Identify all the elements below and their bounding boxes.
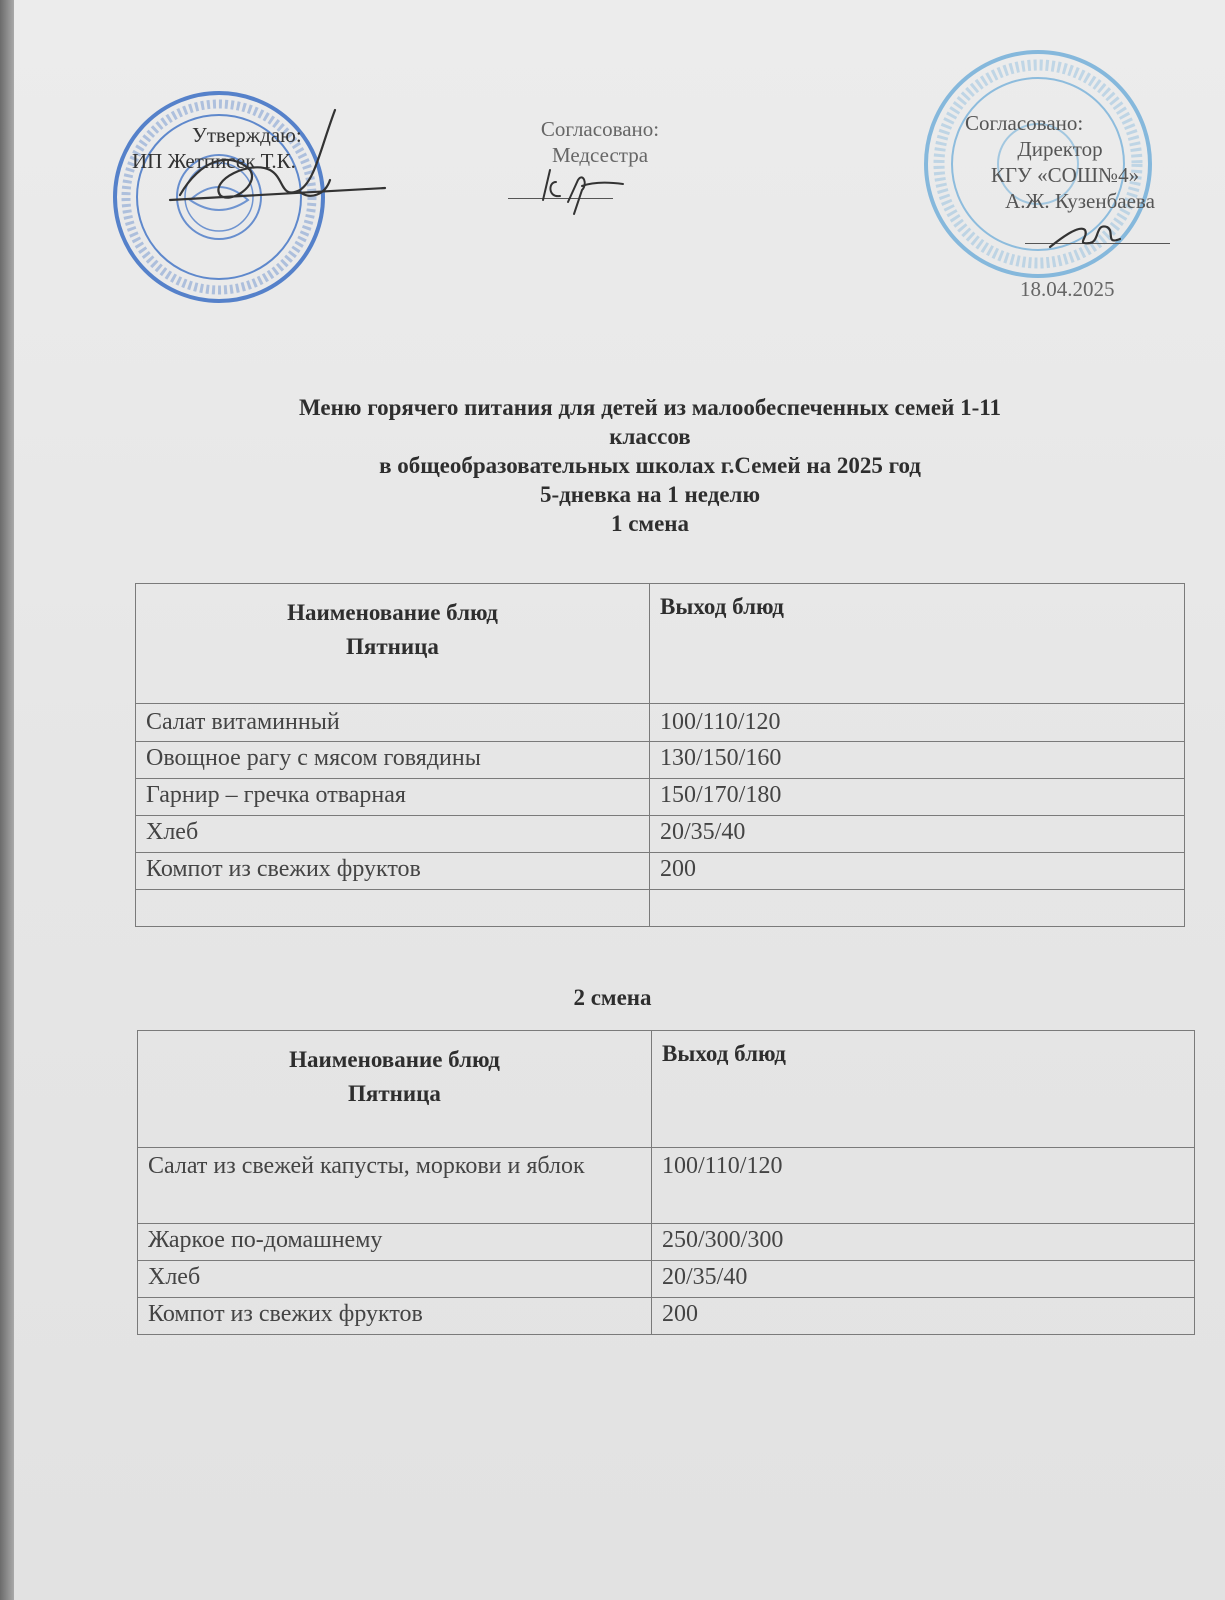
output-cell: 20/35/40 [652, 1261, 1195, 1298]
shift-2-heading: 2 смена [573, 985, 652, 1010]
header-dish-name [136, 584, 650, 704]
middle-signature [538, 162, 628, 217]
output-cell: 130/150/160 [650, 742, 1185, 779]
dish-cell: Компот из свежих фруктов [136, 853, 650, 890]
output-cell: 150/170/180 [650, 779, 1185, 816]
empty-cell [136, 890, 650, 927]
empty-cell [650, 890, 1185, 927]
table-header-row [136, 584, 1185, 704]
output-cell: 200 [652, 1298, 1195, 1335]
output-cell: 100/110/120 [652, 1148, 1195, 1224]
table-header-row [138, 1031, 1195, 1148]
dish-cell: Компот из свежих фруктов [138, 1298, 652, 1335]
approval-right-title: Согласовано: [965, 111, 1084, 135]
table-row-empty [136, 890, 1185, 927]
approval-right [955, 110, 1175, 214]
menu-table-shift-1 [135, 583, 1185, 927]
header-output: Выход блюд [652, 1031, 1195, 1148]
paper-edge [0, 0, 14, 1600]
header-output: Выход блюд [650, 584, 1185, 704]
output-cell: 200 [650, 853, 1185, 890]
right-signature [1045, 215, 1135, 255]
output-cell: 20/35/40 [650, 816, 1185, 853]
table-row [136, 816, 1185, 853]
table-row [138, 1224, 1195, 1261]
table-row [136, 742, 1185, 779]
approval-left-org: ИП Жетписек Т.К. [132, 149, 296, 173]
approval-left-title: Утверждаю: [192, 123, 302, 147]
output-cell: 250/300/300 [652, 1224, 1195, 1261]
left-signature [160, 100, 390, 230]
header-day: Пятница [348, 1081, 441, 1106]
approval-middle-title: Согласовано: [540, 117, 660, 141]
table-row [136, 779, 1185, 816]
title-line-4: 5-дневка на 1 неделю [539, 482, 761, 507]
menu-table-shift-2 [137, 1030, 1195, 1335]
approval-middle [520, 116, 680, 168]
document-title [160, 393, 1140, 538]
table-row [136, 704, 1185, 742]
output-cell: 100/110/120 [650, 704, 1185, 742]
dish-cell: Салат из свежей капусты, моркови и яблок [138, 1148, 652, 1224]
dish-cell: Овощное рагу с мясом говядины [136, 742, 650, 779]
title-line-5: 1 смена [610, 511, 690, 536]
table-row [138, 1148, 1195, 1224]
dish-cell: Салат витаминный [136, 704, 650, 742]
table-row [138, 1298, 1195, 1335]
approval-middle-role: Медсестра [551, 143, 649, 167]
title-line-3: в общеобразовательных школах г.Семей на 2025 год [379, 453, 921, 478]
approval-right-org: КГУ «СОШ№4» [990, 163, 1140, 187]
approval-right-role: Директор [1017, 137, 1103, 161]
header-dish-name [138, 1031, 652, 1148]
dish-cell: Хлеб [136, 816, 650, 853]
title-line-1: Меню горячего питания для детей из малообеспеченных семей 1-11 [299, 395, 1001, 420]
header-dish-name-line1: Наименование блюд [289, 1047, 500, 1072]
header-day: Пятница [346, 634, 439, 659]
header-dish-name-line1: Наименование блюд [287, 600, 498, 625]
dish-cell: Гарнир – гречка отварная [136, 779, 650, 816]
approval-right-name: А.Ж. Кузенбаева [1005, 189, 1155, 213]
table-row [138, 1261, 1195, 1298]
table-row [136, 853, 1185, 890]
dish-cell: Хлеб [138, 1261, 652, 1298]
dish-cell: Жаркое по-домашнему [138, 1224, 652, 1261]
title-line-2: классов [609, 424, 691, 449]
approval-date: 18.04.2025 [1020, 277, 1115, 301]
